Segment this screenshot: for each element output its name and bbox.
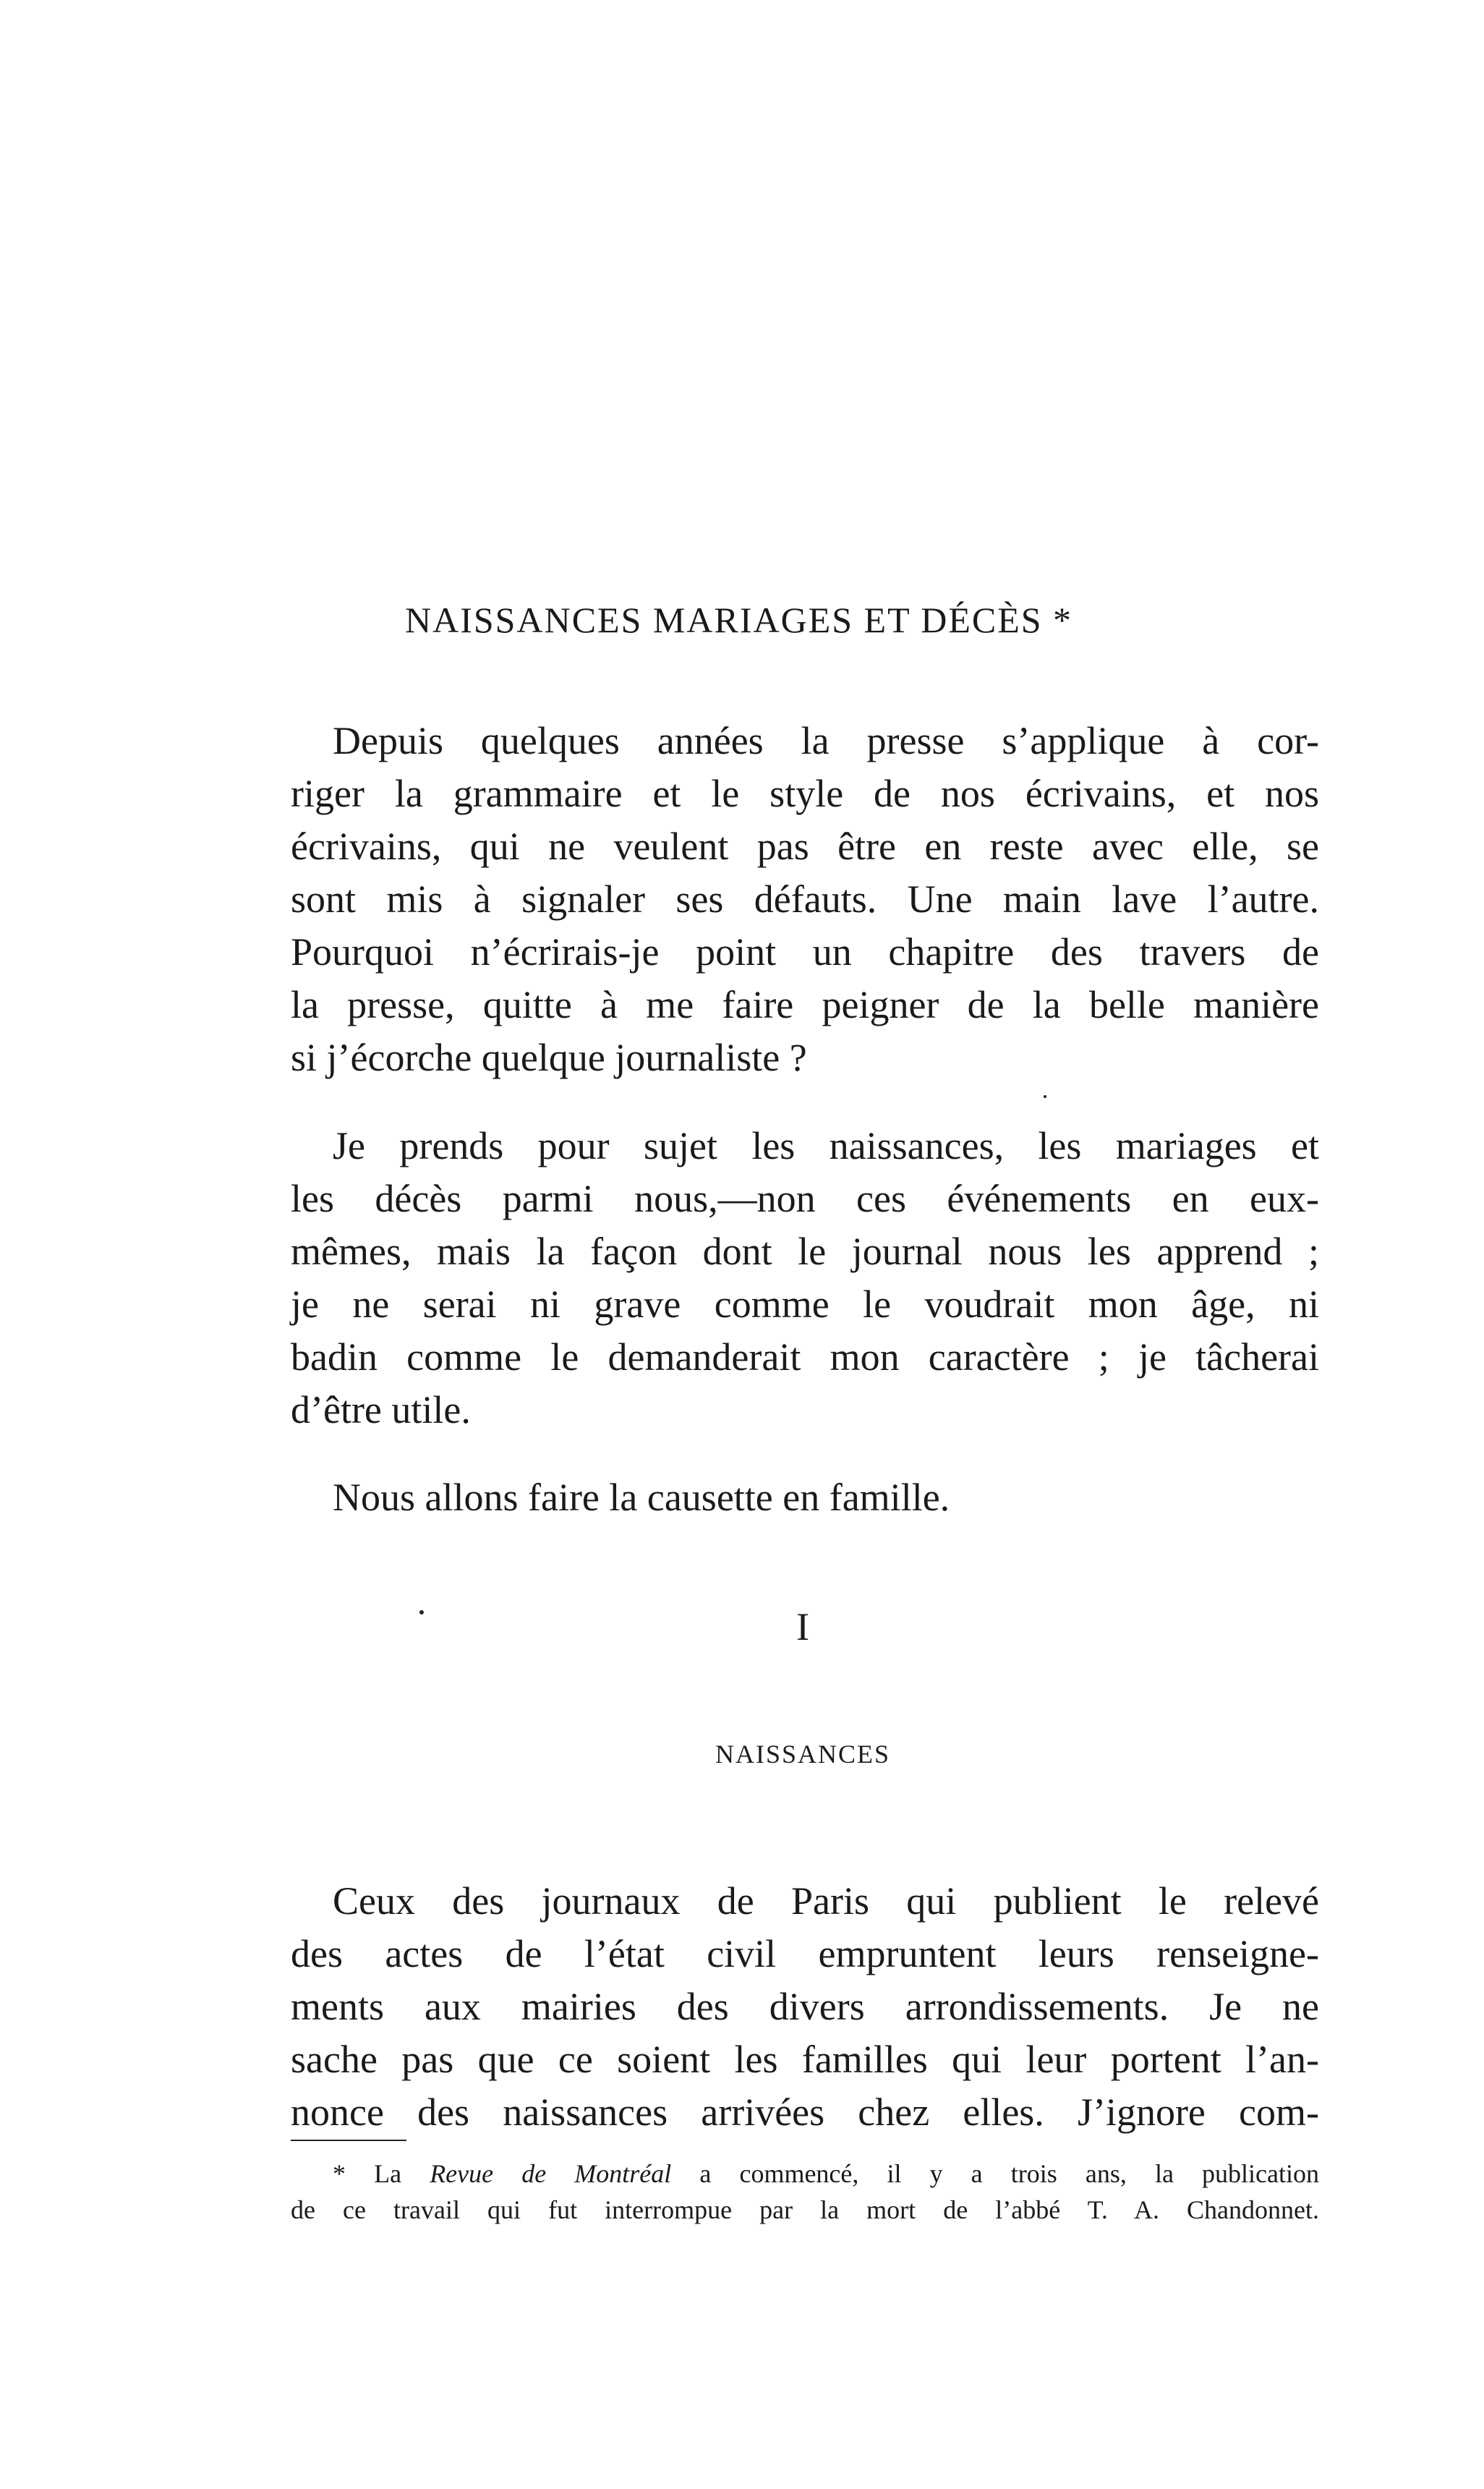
text-line: la presse, quitte à me faire peigner de la belle manière <box>291 983 1319 1026</box>
text-line: badin comme le demanderait mon caractère ; je tâcherai <box>291 1335 1319 1379</box>
text-line: sache pas que ce soient les familles qui leur portent l’an- <box>291 2038 1319 2081</box>
footnote-divider <box>291 2140 406 2141</box>
text-line: écrivains, qui ne veulent pas être en reste avec elle, se <box>291 825 1319 868</box>
footnote-line-2: de ce travail qui fut interrompue par la mort de l’abbé T. A. Chandonnet. <box>291 2195 1319 2224</box>
text-line: les décès parmi nous,—non ces événements en eux- <box>291 1177 1319 1220</box>
paragraph-1 <box>291 715 1319 1084</box>
print-speck <box>419 1610 424 1614</box>
chapter-title: NAISSANCES MARIAGES ET DÉCÈS * <box>405 600 1073 640</box>
footnote <box>291 2156 1319 2228</box>
text-line: sont mis à signaler ses défauts. Une main lave l’autre. <box>291 877 1319 921</box>
text-line: d’être utile. <box>291 1388 471 1431</box>
text-line: Ceux des journaux de Paris qui publient le relevé <box>333 1879 1319 1923</box>
text-line: nonce des naissances arrivées chez elles. J’ignore com- <box>291 2090 1319 2134</box>
text-line: Nous allons faire la causette en famille. <box>333 1476 950 1519</box>
text-line: mêmes, mais la façon dont le journal nous les apprend ; <box>291 1230 1319 1273</box>
text-line: des actes de l’état civil empruntent leurs renseigne- <box>291 1932 1319 1975</box>
text-line: si j’écorche quelque journaliste ? <box>291 1036 807 1079</box>
text-line: Je prends pour sujet les naissances, les mariages et <box>333 1124 1319 1167</box>
footnote-marker: * <box>333 2159 346 2188</box>
footnote-line-1 <box>291 2156 1319 2192</box>
text-line: Depuis quelques années la presse s’applique à cor- <box>333 719 1319 762</box>
footnote-text-prefix: La <box>374 2159 430 2188</box>
footnote-text-suffix: a commencé, il y a trois ans, la publication <box>671 2159 1320 2188</box>
paragraph-4 <box>291 1875 1319 2139</box>
footnote-journal-title: Revue de Montréal <box>430 2159 672 2188</box>
text-line: riger la grammaire et le style de nos écrivains, et nos <box>291 772 1319 815</box>
text-line: ments aux mairies des divers arrondissements. Je ne <box>291 1985 1319 2028</box>
print-speck <box>1044 1095 1046 1098</box>
text-line: je ne serai ni grave comme le voudrait mon âge, ni <box>291 1282 1319 1326</box>
text-line: Pourquoi n’écrirais-je point un chapitre des travers de <box>291 930 1319 974</box>
section-heading: NAISSANCES <box>715 1740 891 1769</box>
paragraph-3 <box>291 1471 1319 1524</box>
section-number: I <box>796 1605 809 1648</box>
paragraph-2 <box>291 1120 1319 1437</box>
